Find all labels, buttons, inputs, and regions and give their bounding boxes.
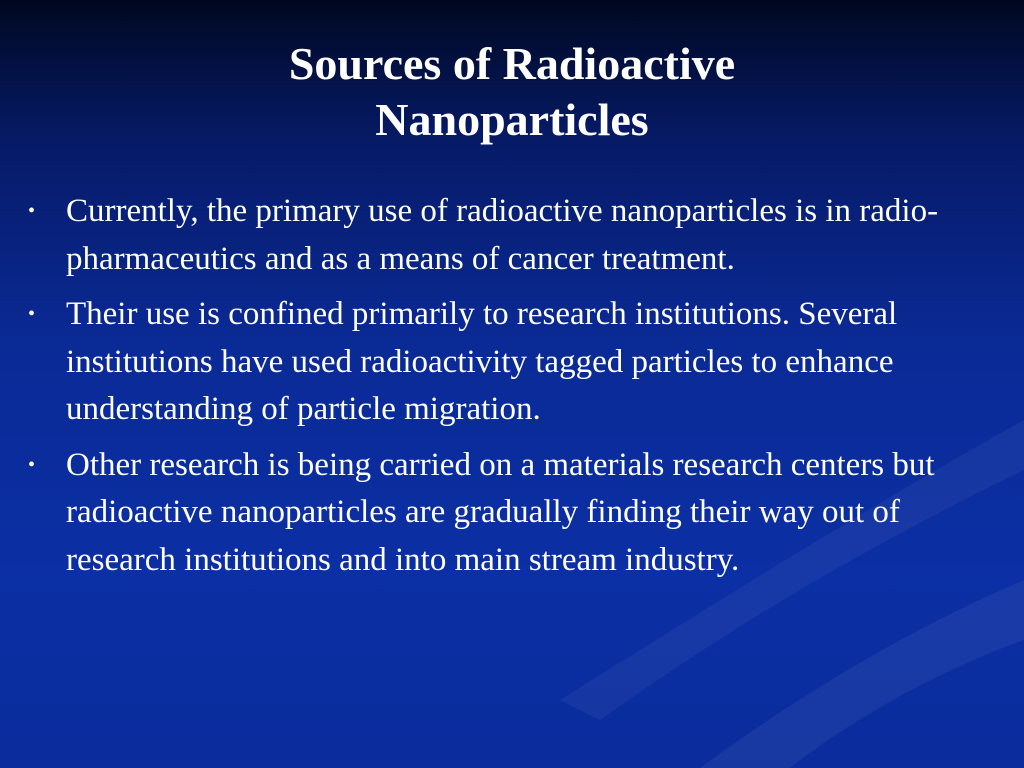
slide-title-line-2: Nanoparticles xyxy=(375,94,649,145)
bullet-dot-icon: • xyxy=(28,453,36,476)
bullet-text: Other research is being carried on a materials research centers but radioactive nanoparticles are gradually finding their way out of research institutions and into main stream industry. xyxy=(66,446,935,578)
bullet-item xyxy=(28,442,1008,585)
bullet-text: Currently, the primary use of radioactive nanoparticles is in radio-pharmaceutics and as a means of cancer treatment. xyxy=(66,193,939,277)
bullet-dot-icon: • xyxy=(28,200,36,222)
bullet-list xyxy=(28,188,1008,592)
bullet-dot-icon: • xyxy=(28,303,36,325)
slide-title-line-1: Sources of Radioactive xyxy=(288,38,736,89)
bullet-item xyxy=(28,188,1008,283)
bullet-text: Their use is confined primarily to research institutions. Several institutions have used radioactivity tagged particles to enhance understanding of particle migration. xyxy=(66,296,898,427)
bullet-item xyxy=(28,291,1008,434)
slide-title xyxy=(0,36,1024,148)
